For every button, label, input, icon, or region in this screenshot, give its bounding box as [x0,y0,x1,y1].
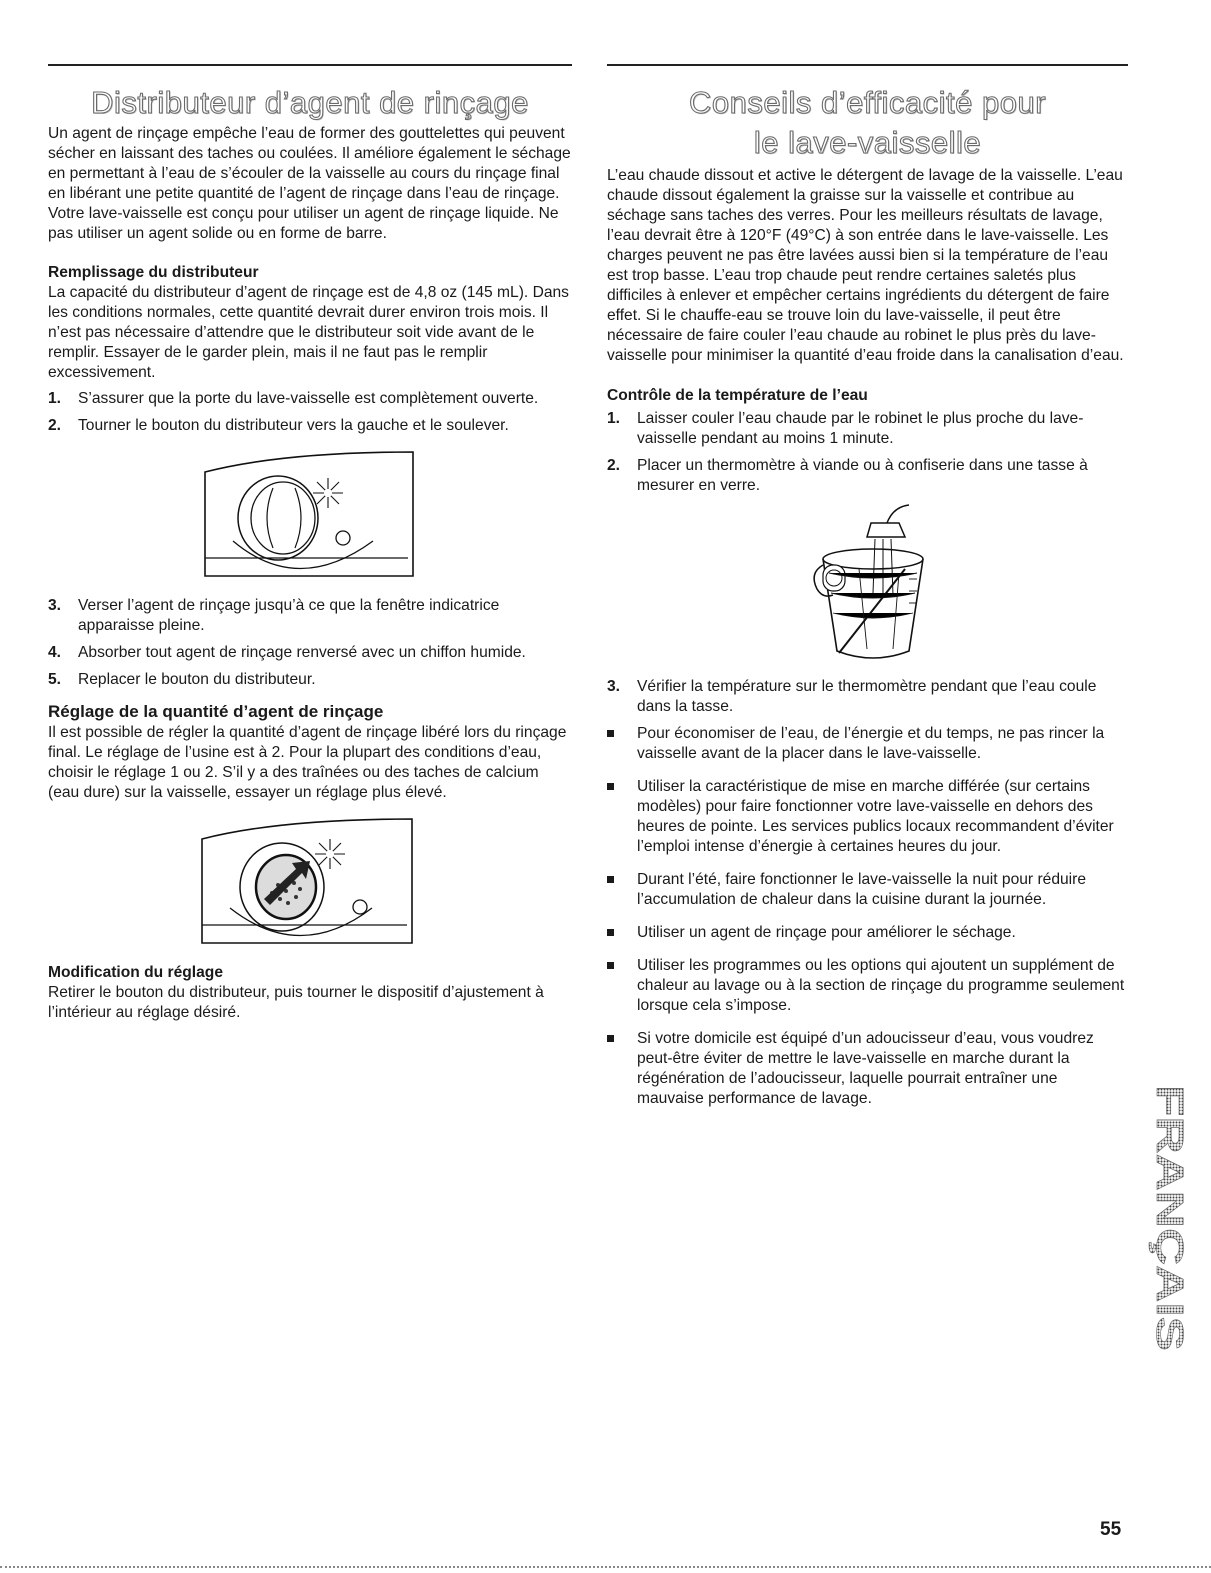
list-item: 2. Tourner le bouton du distributeur vers la gauche et le soulever. [48,417,509,434]
list-item: Pour économiser de l’eau, de l’énergie et du temps, ne pas rincer la vaisselle avant de la placer dans le lave-vaisselle. [607,724,1128,764]
left-column [48,64,572,1023]
list-item: Durant l’été, faire fonctionner le lave-vaisselle la nuit pour réduire l’accumulation de chaleur dans la cuisine durant la journée. [607,870,1128,910]
bullet-square-icon [607,1035,614,1042]
temp-steps-2 [607,677,1128,717]
list-item: Utiliser un agent de rinçage pour améliorer le séchage. [607,923,1128,943]
bullet-square-icon [607,962,614,969]
mod-text: Retirer le bouton du distributeur, puis tourner le dispositif d’ajustement à l’intérieur au réglage désiré. [48,984,544,1021]
side-tab-label: FRANÇAIS [1148,1085,1190,1282]
fill-text: La capacité du distributeur d’agent de rinçage est de 4,8 oz (145 mL). Dans les conditions normales, cette quantité devrait durer environ trois mois. Il n’est pas nécessaire d’attendre que le distributeur soit vide avant de le remplir. Essayer de le garder plein, mais il ne faut pas le remplir excessivement. [48,284,569,381]
list-item: Utiliser la caractéristique de mise en marche différée (sur certains modèles) pour faire fonctionner votre lave-vaisselle en dehors des heures de pointe. Les services publics locaux recommandent d’éviter l’emploi intense d’énergie à certaines heures du jour. [607,777,1128,857]
adjust-heading: Réglage de la quantité d’agent de rinçage [48,702,384,721]
list-item: 4. Absorber tout agent de rinçage renversé avec un chiffon humide. [48,644,526,661]
dispenser-illustration-open [203,446,418,584]
list-item: 5. Replacer le bouton du distributeur. [48,671,316,688]
list-item: 3. Vérifier la température sur le thermomètre pendant que l’eau coule dans la tasse. [607,678,1097,715]
rinse-aid-intro: Un agent de rinçage empêche l’eau de former des gouttelettes qui peuvent sécher en laissant des taches ou coulées. Il améliore également le séchage en permettant à l’eau de s’écouler de la vaisselle au cours du rinçage final en libérant une petite quantité de l’agent de rinçage dans l’eau de rinçage. Votre lave-vaisselle est conçu pour utiliser un agent de rinçage liquide. Ne pas utiliser un agent solide ou en forme de barre. [48,125,571,242]
list-item: Si votre domicile est équipé d’un adoucisseur d’eau, vous voudrez peut-être éviter de mettre le lave-vaisselle en marche durant la régénération de l’adoucisseur, laquelle pourrait entraîner une mauvaise performance de lavage. [607,1029,1128,1109]
page-number: 55 [1100,1519,1122,1540]
section-title-rinse-aid: Distributeur d’agent de rinçage [91,85,529,120]
list-item: Utiliser les programmes ou les options qui ajoutent un supplément de chaleur au lavage ou à la section de rinçage du programme seulement lorsque cela s’impose. [607,956,1128,1016]
bullet-square-icon [607,730,614,737]
fill-steps-2 [48,596,572,690]
thermometer-cup-illustration [809,503,937,673]
list-item: 1. Laisser couler l’eau chaude par le robinet le plus proche du lave-vaisselle pendant au moins 1 minute. [607,410,1084,447]
efficiency-intro: L’eau chaude dissout et active le détergent de lavage de la vaisselle. L’eau chaude dissout également la graisse sur la vaisselle et contribue au séchage sans taches des verres. Pour les meilleurs résultats de lavage, l’eau devrait être à 120°F (49°C) à son entrée dans le lave-vaisselle. Les charges peuvent ne pas être lavées aussi bien si la température de l’eau est trop basse. L’eau trop chaude peut rendre certaines saletés plus difficiles à enlever et empêcher certains ingrédients du détergent de faire effet. Si le chauffe-eau se trouve loin du lave-vaisselle, il peut être nécessaire de faire couler l’eau chaude au robinet le plus près du lave-vaisselle pour minimiser la quantité d’eau froide dans la canalisation d’eau. [607,167,1124,364]
bullet-square-icon [607,876,614,883]
bullet-square-icon [607,783,614,790]
top-rule [607,64,1128,66]
bullet-square-icon [607,929,614,936]
efficiency-bullets [607,724,1128,1109]
list-item: 1. S’assurer que la porte du lave-vaisselle est complètement ouverte. [48,390,539,407]
fill-steps-1 [48,389,572,436]
section-title-efficiency [607,86,1128,160]
fill-heading: Remplissage du distributeur [48,264,259,281]
section-title-line-1: Conseils d’efficacité pour [688,85,1047,120]
mod-heading: Modification du réglage [48,964,224,981]
right-column [607,64,1128,1122]
list-item: 2. Placer un thermomètre à viande ou à confiserie dans une tasse à mesurer en verre. [607,457,1088,494]
section-title-line-2: le lave-vaisselle [753,125,982,160]
dispenser-illustration-adjust [200,813,418,951]
adjust-text: Il est possible de régler la quantité d’agent de rinçage libéré lors du rinçage final. Le réglage de l’usine est à 2. Pour la plupart des conditions d’eau, choisir le réglage 1 ou 2. S’il y a des traînées ou des taches de calcium (eau dure) sur la vaisselle, essayer un réglage plus élevé. [48,724,567,801]
list-item: 3. Verser l’agent de rinçage jusqu’à ce que la fenêtre indicatrice apparaisse pleine. [48,597,500,634]
top-rule [48,64,572,66]
footer-dotted-rule [0,1566,1211,1568]
temp-heading: Contrôle de la température de l’eau [607,387,868,404]
language-side-tab [1148,1085,1190,1353]
temp-steps-1 [607,409,1128,496]
